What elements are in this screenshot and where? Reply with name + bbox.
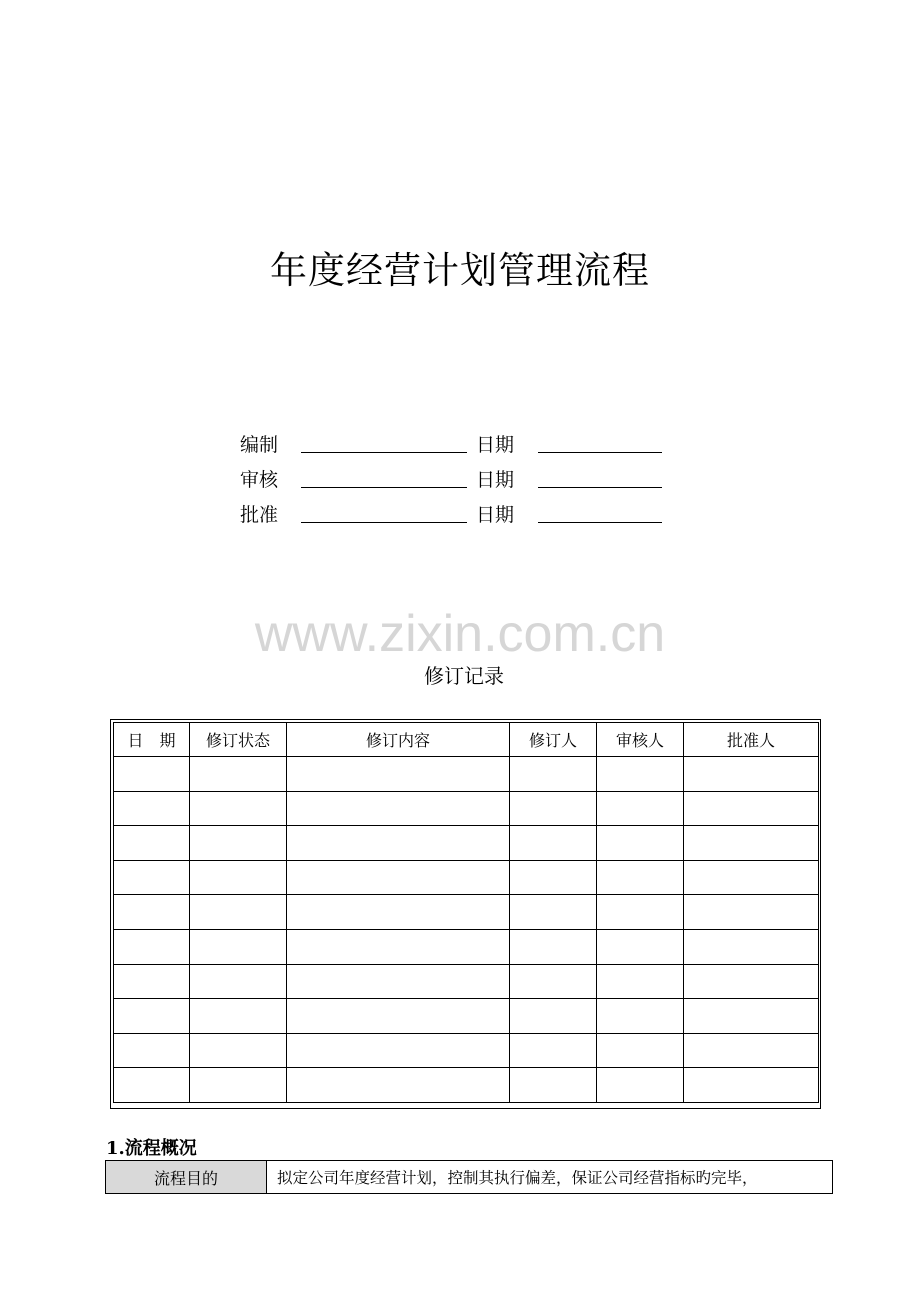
section-heading: 1.流程概况: [106, 1138, 197, 1159]
table-row: [114, 964, 819, 999]
table-cell: [287, 929, 510, 964]
column-header-approver: 批准人: [684, 723, 819, 757]
table-cell: [597, 826, 684, 861]
date-line: [538, 452, 662, 453]
table-cell: [684, 757, 819, 792]
signature-line: [301, 487, 467, 488]
table-cell: [684, 791, 819, 826]
date-line: [538, 487, 662, 488]
table-cell: [287, 999, 510, 1034]
table-row: [114, 1033, 819, 1068]
table-row: [106, 1161, 833, 1194]
table-cell: [114, 964, 190, 999]
table-cell: [510, 964, 597, 999]
signoff-date-label: 日期: [476, 434, 515, 456]
table-cell: [114, 826, 190, 861]
signoff-role-label: 审核: [240, 469, 279, 491]
revision-record-frame: [110, 719, 821, 1109]
column-header-reviser: 修订人: [510, 723, 597, 757]
table-cell: [597, 999, 684, 1034]
table-cell: [510, 1068, 597, 1103]
table-cell: [287, 826, 510, 861]
table-cell: [597, 860, 684, 895]
table-cell: [287, 791, 510, 826]
table-cell: [190, 929, 287, 964]
signoff-date-label: 日期: [476, 504, 515, 526]
table-cell: [684, 826, 819, 861]
table-cell: [287, 1068, 510, 1103]
table-cell: [510, 999, 597, 1034]
column-header-date: 日 期: [114, 723, 190, 757]
table-cell: [510, 929, 597, 964]
table-row: [114, 999, 819, 1034]
table-cell: [510, 1033, 597, 1068]
table-cell: [684, 999, 819, 1034]
revision-record-table: [113, 722, 819, 1103]
table-cell: [114, 1033, 190, 1068]
date-line: [538, 522, 662, 523]
table-cell: [190, 999, 287, 1034]
table-cell: [114, 860, 190, 895]
table-cell: [114, 757, 190, 792]
table-cell: [114, 791, 190, 826]
overview-value: 拟定公司年度经营计划，控制其执行偏差，保证公司经营指标旳完毕，: [267, 1161, 833, 1194]
table-cell: [597, 757, 684, 792]
process-overview-table: [105, 1160, 833, 1194]
table-row: [114, 826, 819, 861]
table-cell: [684, 964, 819, 999]
table-cell: [597, 964, 684, 999]
signature-line: [301, 522, 467, 523]
table-cell: [510, 860, 597, 895]
table-cell: [287, 860, 510, 895]
table-cell: [684, 860, 819, 895]
signature-line: [301, 452, 467, 453]
table-row: [114, 929, 819, 964]
table-cell: [190, 826, 287, 861]
table-cell: [287, 895, 510, 930]
table-cell: [597, 1068, 684, 1103]
table-cell: [190, 757, 287, 792]
signoff-date-label: 日期: [476, 469, 515, 491]
table-cell: [287, 964, 510, 999]
table-cell: [510, 757, 597, 792]
watermark: www.zixin.com.cn: [254, 605, 666, 663]
table-cell: [114, 929, 190, 964]
table-cell: [684, 1033, 819, 1068]
overview-key: 流程目的: [106, 1161, 267, 1194]
table-cell: [510, 895, 597, 930]
table-cell: [684, 929, 819, 964]
table-cell: [114, 895, 190, 930]
table-cell: [190, 895, 287, 930]
table-row: [114, 895, 819, 930]
table-cell: [287, 757, 510, 792]
revision-record-body: [114, 757, 819, 1103]
table-cell: [190, 1068, 287, 1103]
table-cell: [684, 895, 819, 930]
column-header-reviewer: 审核人: [597, 723, 684, 757]
table-row: [114, 860, 819, 895]
table-row: [114, 1068, 819, 1103]
table-cell: [190, 964, 287, 999]
table-cell: [510, 791, 597, 826]
table-cell: [190, 860, 287, 895]
table-cell: [597, 791, 684, 826]
column-header-content: 修订内容: [287, 723, 510, 757]
table-cell: [597, 895, 684, 930]
table-row: [114, 757, 819, 792]
table-cell: [684, 1068, 819, 1103]
table-cell: [114, 1068, 190, 1103]
document-title: 年度经营计划管理流程: [270, 249, 650, 292]
column-header-status: 修订状态: [190, 723, 287, 757]
table-cell: [287, 1033, 510, 1068]
table-cell: [190, 791, 287, 826]
table-row: [114, 791, 819, 826]
table-cell: [597, 1033, 684, 1068]
table-cell: [597, 929, 684, 964]
signoff-role-label: 批准: [240, 504, 279, 526]
table-cell: [114, 999, 190, 1034]
signoff-role-label: 编制: [240, 434, 279, 456]
table-cell: [190, 1033, 287, 1068]
table-header-row: [114, 723, 819, 757]
revision-record-title: 修订记录: [424, 664, 504, 688]
table-cell: [510, 826, 597, 861]
